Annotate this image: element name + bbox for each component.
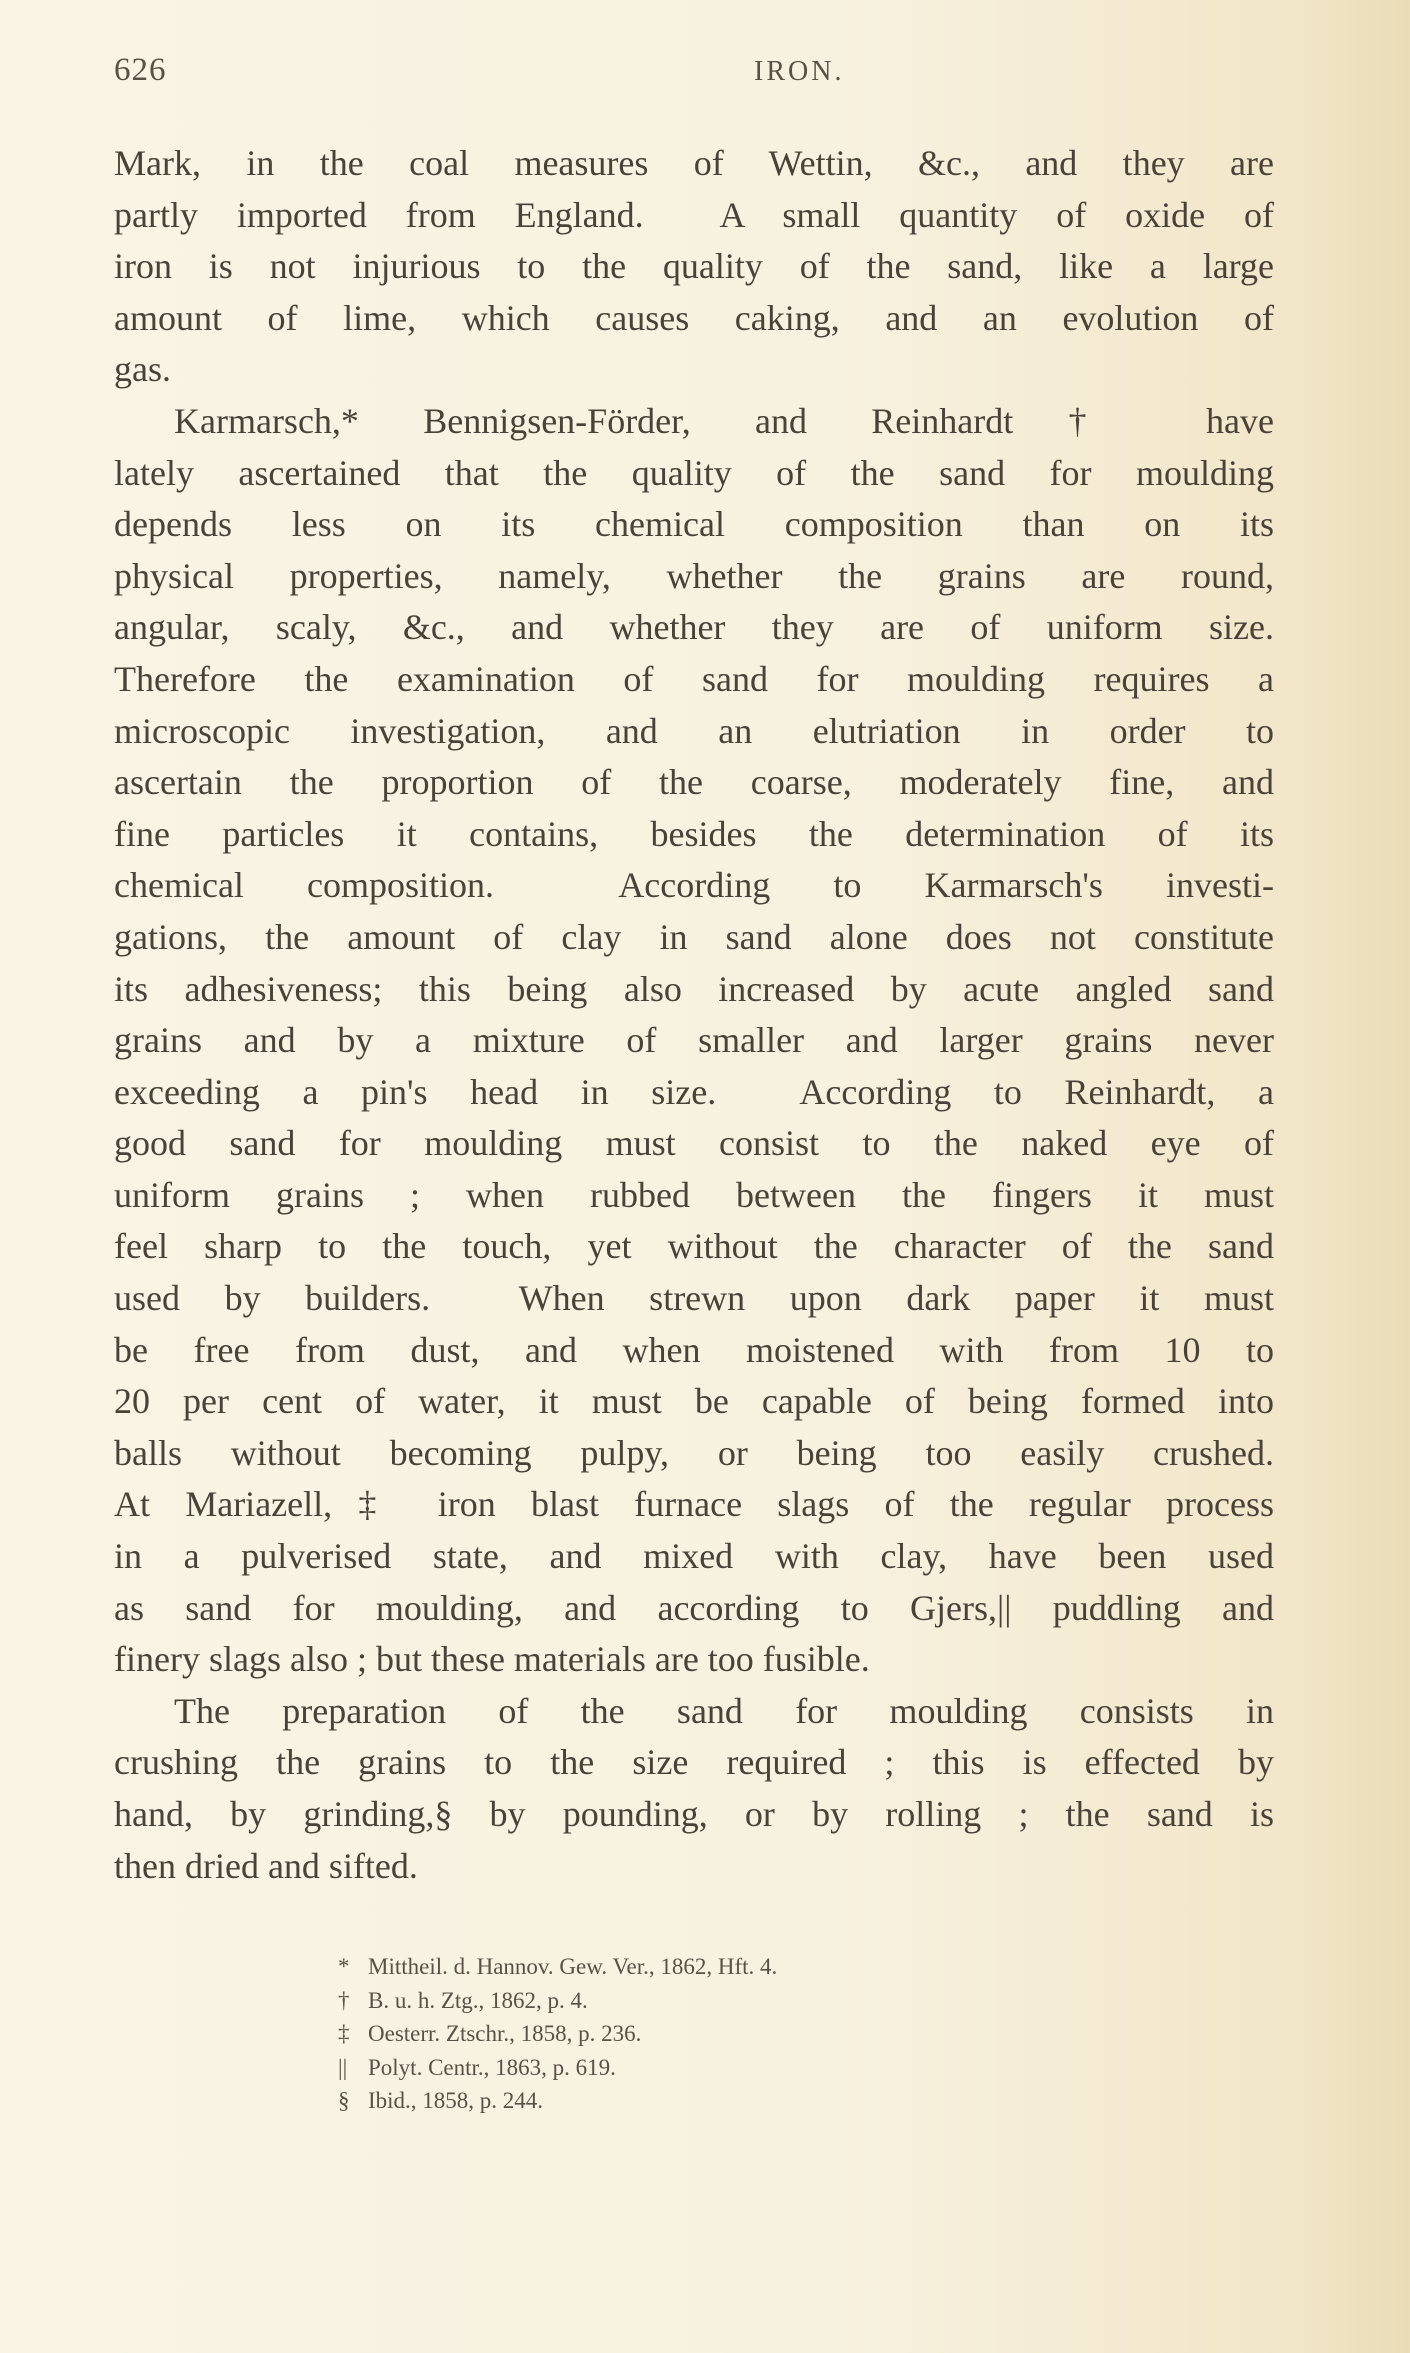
page-number: 626 xyxy=(114,52,167,88)
text-line: gations, the amount of clay in sand alone does not constitute xyxy=(114,916,1274,957)
text-line: used by builders. When strewn upon dark paper it must xyxy=(114,1278,1274,1319)
footnotes xyxy=(338,1950,1158,2118)
footnote xyxy=(338,2084,1158,2118)
footnote-text: Mittheil. d. Hannov. Gew. Ver., 1862, Hft. 4. xyxy=(368,1954,778,1979)
text-line: be free from dust, and when moistened with from 10 to xyxy=(114,1329,1274,1370)
footnote-mark: ‡ xyxy=(338,2021,350,2046)
text-line: iron is not injurious to the quality of the sand, like a large xyxy=(114,246,1274,287)
text-line: its adhesiveness; this being also increased by acute angled sand xyxy=(114,968,1274,1009)
footnote xyxy=(338,2017,1158,2051)
text-line: Therefore the examination of sand for moulding requires a xyxy=(114,658,1274,699)
text-line: Karmarsch,* Bennigsen-Förder, and Reinhardt† have xyxy=(174,400,1274,441)
footnote-text: B. u. h. Ztg., 1862, p. 4. xyxy=(368,1987,588,2013)
text-line: fine particles it contains, besides the determination of its xyxy=(114,813,1274,854)
text-line: 20 per cent of water, it must be capable of being formed into xyxy=(114,1381,1274,1422)
text-line: grains and by a mixture of smaller and larger grains never xyxy=(114,1020,1274,1061)
page-header xyxy=(114,52,1270,96)
footnote-text: Ibid., 1858, p. 244. xyxy=(368,2088,544,2113)
footnote xyxy=(338,2051,1158,2085)
footnote-mark: § xyxy=(338,2088,350,2113)
text-line: in a pulverised state, and mixed with clay, have been used xyxy=(114,1536,1274,1577)
footnote xyxy=(338,1984,1158,2018)
text-line: The preparation of the sand for moulding consists in xyxy=(174,1690,1274,1731)
text-line: lately ascertained that the quality of the sand for moulding xyxy=(114,452,1274,493)
text-line: as sand for moulding, and according to Gjers,|| puddling and xyxy=(114,1587,1274,1628)
footnote-text: Polyt. Centr., 1863, p. 619. xyxy=(368,2054,616,2080)
text-line: gas. xyxy=(114,349,171,390)
text-line: Mark, in the coal measures of Wettin, &c., and they are xyxy=(114,143,1274,183)
text-line: angular, scaly, &c., and whether they are of uniform size. xyxy=(114,607,1274,648)
text-line: At Mariazell,‡ iron blast furnace slags of the regular process xyxy=(114,1484,1274,1525)
text-line: chemical composition. According to Karmarsch's investi- xyxy=(114,865,1274,906)
footnote-mark: || xyxy=(338,2054,348,2080)
text-line: good sand for moulding must consist to the naked eye of xyxy=(114,1123,1274,1164)
text-line: finery slags also ; but these materials are too fusible. xyxy=(114,1639,870,1680)
text-line: microscopic investigation, and an elutriation in order to xyxy=(114,710,1274,751)
footnote-mark: * xyxy=(338,1954,350,1979)
body-text xyxy=(114,138,1274,1892)
text-line: physical properties, namely, whether the grains are round, xyxy=(114,555,1274,596)
text-line: uniform grains ; when rubbed between the fingers it must xyxy=(114,1174,1274,1215)
text-line: exceeding a pin's head in size. According to Reinhardt, a xyxy=(114,1071,1274,1112)
text-line: feel sharp to the touch, yet without the character of the sand xyxy=(114,1226,1274,1267)
running-head: IRON. xyxy=(754,56,845,87)
footnote xyxy=(338,1950,1158,1984)
text-line: depends less on its chemical composition than on its xyxy=(114,504,1274,545)
footnote-text: Oesterr. Ztschr., 1858, p. 236. xyxy=(368,2021,642,2046)
text-line: balls without becoming pulpy, or being too easily crushed. xyxy=(114,1432,1274,1473)
text-line: crushing the grains to the size required ; this is effected by xyxy=(114,1742,1274,1783)
text-line: hand, by grinding,§ by pounding, or by rolling ; the sand is xyxy=(114,1794,1274,1834)
text-line: amount of lime, which causes caking, and an evolution of xyxy=(114,297,1274,338)
text-line: partly imported from England. A small quantity of oxide of xyxy=(114,194,1274,235)
footnote-mark: † xyxy=(338,1987,350,2013)
text-line: then dried and sifted. xyxy=(114,1845,418,1886)
text-line: ascertain the proportion of the coarse, moderately fine, and xyxy=(114,762,1274,803)
